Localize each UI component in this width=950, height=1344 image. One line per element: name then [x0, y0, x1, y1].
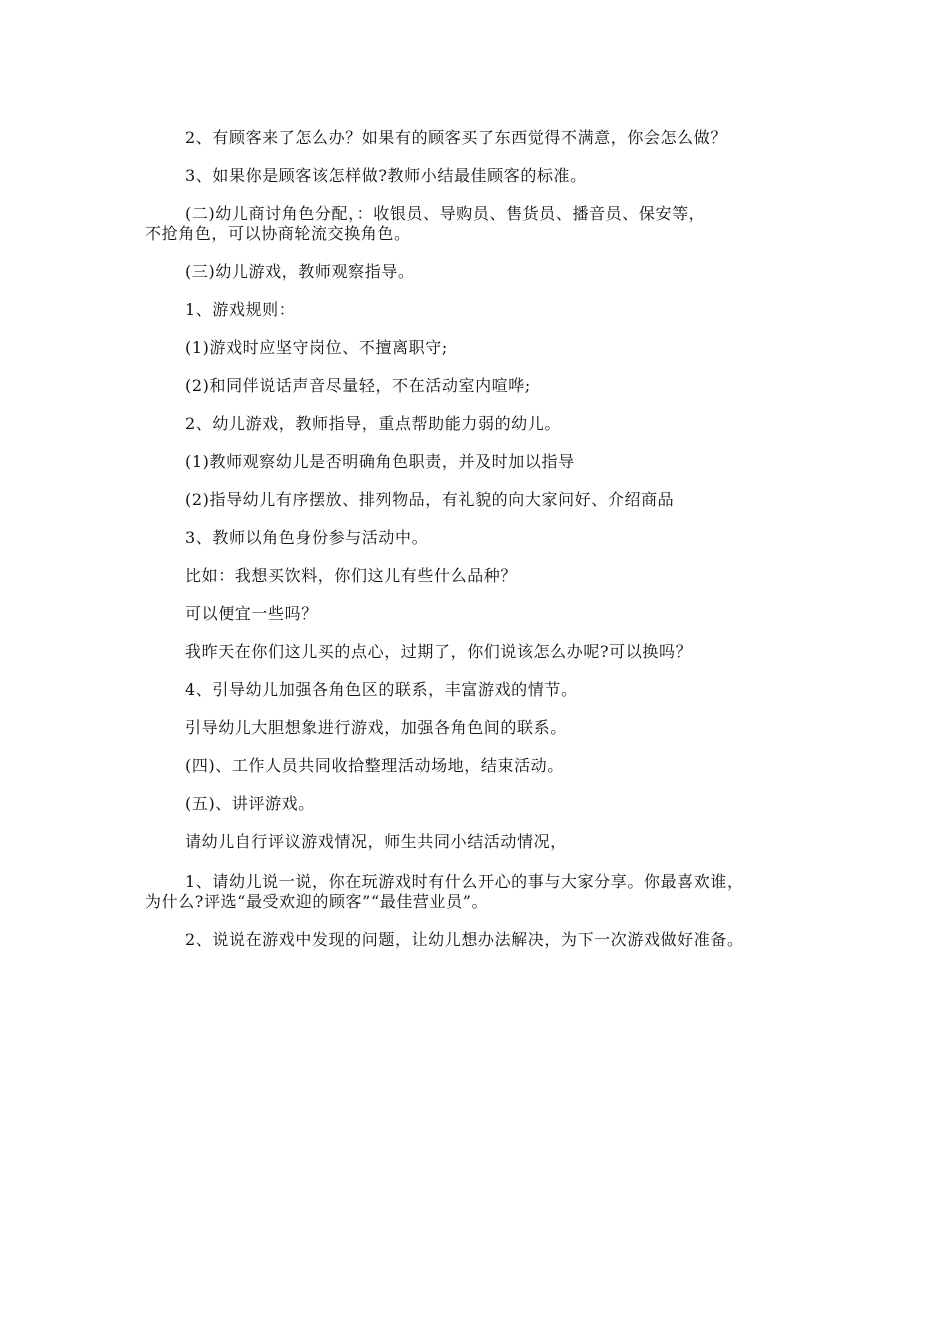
paragraph-20: [145, 872, 825, 912]
paragraph-16: [145, 718, 825, 738]
paragraph-line: 2、幼儿游戏，教师指导，重点帮助能力弱的幼儿。: [185, 414, 561, 433]
paragraph-21: [145, 930, 825, 950]
paragraph-14: [145, 642, 825, 662]
paragraph-3: [145, 204, 825, 244]
paragraph-line: 引导幼儿大胆想象进行游戏，加强各角色间的联系。: [185, 718, 567, 737]
paragraph-5: [145, 300, 825, 320]
paragraph-line: (2)指导幼儿有序摆放、排列物品，有礼貌的向大家问好、介绍商品: [185, 490, 675, 509]
paragraph-4: [145, 262, 825, 282]
paragraph-line: 可以便宜一些吗？: [185, 604, 318, 623]
paragraph-line: (三)幼儿游戏，教师观察指导。: [185, 262, 415, 281]
paragraph-6: [145, 338, 825, 358]
paragraph-line: 请幼儿自行评议游戏情况，师生共同小结活动情况，: [185, 832, 567, 851]
paragraph-line: 2、有顾客来了怎么办？如果有的顾客买了东西觉得不满意，你会怎么做？: [185, 128, 727, 147]
paragraph-line: 比如：我想买饮料，你们这儿有些什么品种？: [185, 566, 518, 585]
paragraph-15: [145, 680, 825, 700]
paragraph-line: (2)和同伴说话声音尽量轻，不在活动室内喧哗;: [185, 376, 531, 395]
paragraph-line: 4、引导幼儿加强各角色区的联系，丰富游戏的情节。: [185, 680, 578, 699]
paragraph-line: (1)教师观察幼儿是否明确角色职责，并及时加以指导: [185, 452, 575, 471]
paragraph-9: [145, 452, 825, 472]
paragraph-line: 我昨天在你们这儿买的点心，过期了，你们说该怎么办呢?可以换吗？: [185, 642, 693, 661]
paragraph-line: (五)、讲评游戏。: [185, 794, 315, 813]
paragraph-12: [145, 566, 825, 586]
paragraph-8: [145, 414, 825, 434]
paragraph-10: [145, 490, 825, 510]
paragraph-7: [145, 376, 825, 396]
paragraph-18: [145, 794, 825, 814]
paragraph-line: 1、游戏规则：: [185, 300, 296, 319]
paragraph-line: (二)幼儿商讨角色分配，：收银员、导购员、售货员、播音员、保安等，: [185, 204, 706, 223]
paragraph-19: [145, 832, 825, 852]
paragraph-2: [145, 166, 825, 186]
paragraph-line: 2、说说在游戏中发现的问题，让幼儿想办法解决，为下一次游戏做好准备。: [185, 930, 744, 949]
paragraph-line: 3、如果你是顾客该怎样做?教师小结最佳顾客的标准。: [185, 166, 587, 185]
paragraph-13: [145, 604, 825, 624]
paragraph-1: [145, 128, 825, 148]
paragraph-line: (1)游戏时应坚守岗位、不擅离职守;: [185, 338, 448, 357]
paragraph-line: 1、请幼儿说一说，你在玩游戏时有什么开心的事与大家分享。你最喜欢谁，: [185, 872, 744, 891]
paragraph-17: [145, 756, 825, 776]
paragraph-line: 3、教师以角色身份参与活动中。: [185, 528, 429, 547]
paragraph-line: 为什么?评选“最受欢迎的顾客”“最佳营业员”。: [145, 892, 489, 911]
paragraph-11: [145, 528, 825, 548]
paragraph-line: 不抢角色，可以协商轮流交换角色。: [145, 224, 411, 243]
paragraph-line: (四)、工作人员共同收拾整理活动场地，结束活动。: [185, 756, 564, 775]
